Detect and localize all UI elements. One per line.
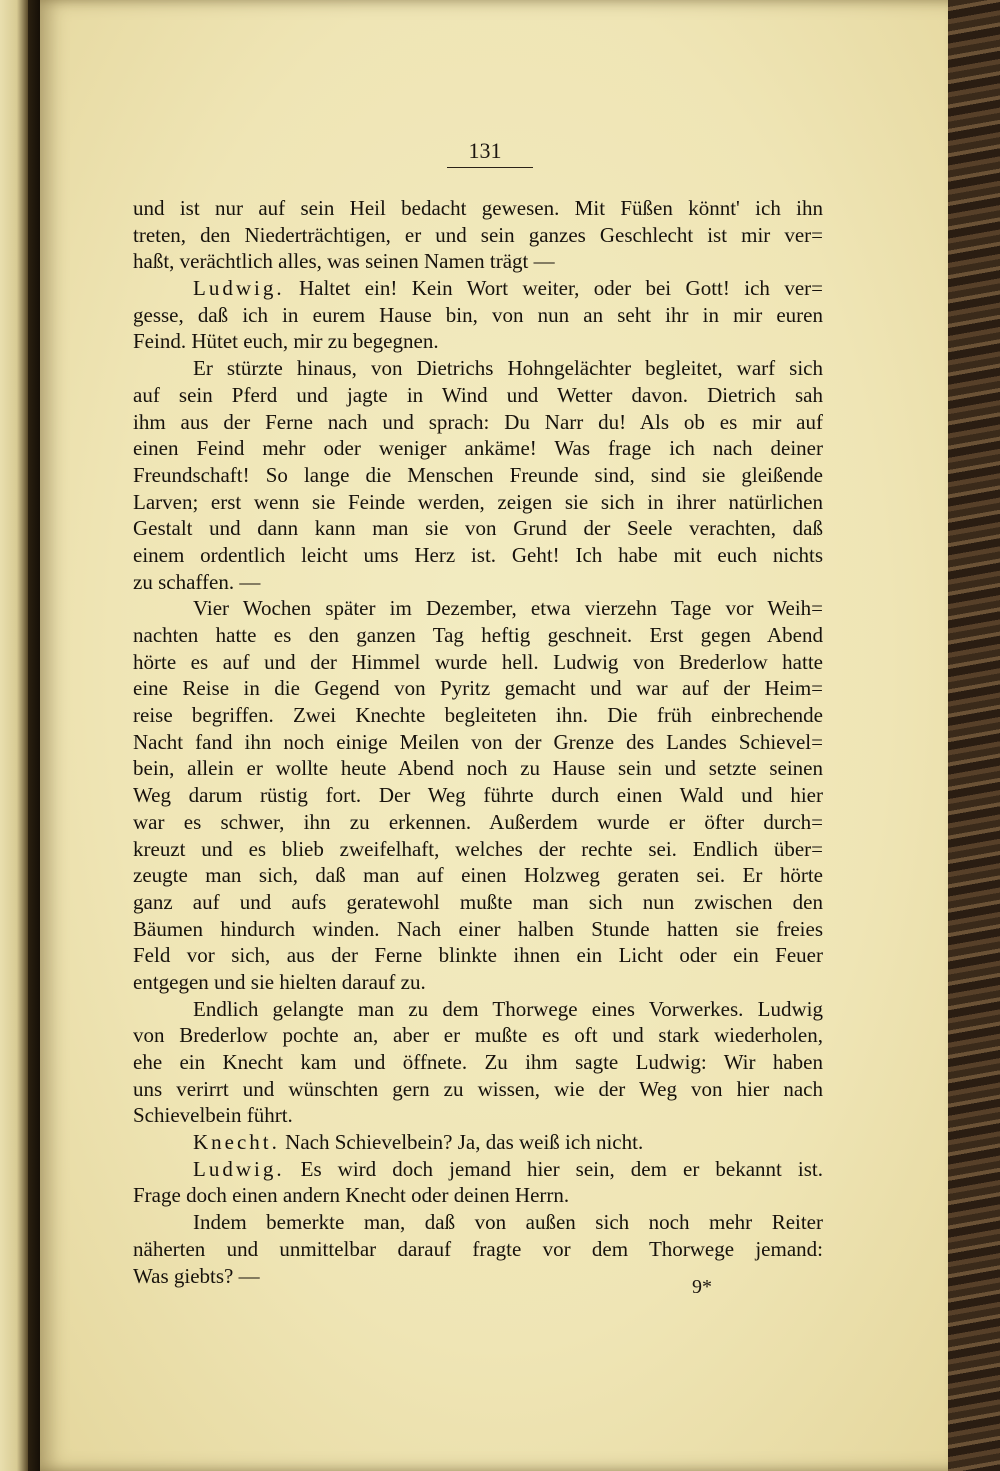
text-line	[133, 969, 823, 996]
text-line	[133, 916, 823, 943]
line-text: näherten und unmittelbar darauf fragte vor dem Thorwege jemand:	[133, 1236, 823, 1261]
line-text: Er stürzte hinaus, von Dietrichs Hohngelächter begleitet, warf sich	[193, 356, 823, 381]
line-text: Nacht fand ihn noch einige Meilen von der Grenze des Landes Schievel=	[133, 729, 823, 754]
line-text: Vier Wochen später im Dezember, etwa vierzehn Tage vor Weih=	[193, 596, 823, 621]
text-line	[133, 275, 823, 302]
line-text: ihm aus der Ferne nach und sprach: Du Narr du! Als ob es mir auf	[133, 409, 823, 434]
line-text: zu schaffen. —	[133, 569, 261, 594]
text-line	[133, 515, 823, 542]
speaker-name: Knecht.	[193, 1130, 280, 1155]
line-text: eine Reise in die Gegend von Pyritz gemacht und war auf der Heim=	[133, 676, 823, 701]
text-line	[133, 302, 823, 329]
text-line	[133, 782, 823, 809]
line-text: von Brederlow pochte an, aber er mußte es oft und stark wiederholen,	[133, 1023, 823, 1048]
line-text: Endlich gelangte man zu dem Thorwege eines Vorwerkes. Ludwig	[193, 996, 823, 1021]
text-line	[133, 569, 823, 596]
text-line	[133, 622, 823, 649]
line-text: hörte es auf und der Himmel wurde hell. Ludwig von Brederlow hatte	[133, 649, 823, 674]
text-line	[133, 489, 823, 516]
text-line	[133, 462, 823, 489]
line-text: Haltet ein! Kein Wort weiter, oder bei Gott! ich ver=	[284, 276, 823, 301]
line-text: einen Feind mehr oder weniger ankäme! Was frage ich nach deiner	[133, 436, 823, 461]
line-text: Frage doch einen andern Knecht oder deinen Herrn.	[133, 1183, 570, 1208]
text-line	[133, 409, 823, 436]
line-text: Weg darum rüstig fort. Der Weg führte durch einen Wald und hier	[133, 783, 823, 808]
page-number: 131	[468, 138, 502, 163]
line-text: nachten hatte es den ganzen Tag heftig geschneit. Erst gegen Abend	[133, 623, 823, 647]
text-line	[133, 355, 823, 382]
text-line	[133, 809, 823, 836]
line-text: Indem bemerkte man, daß von außen sich noch mehr Reiter	[193, 1210, 823, 1235]
text-line	[133, 649, 823, 676]
book-cover-edge	[948, 0, 1000, 1471]
speaker-name: Ludwig.	[193, 1156, 285, 1181]
text-line	[133, 435, 823, 462]
line-text: ganz auf und aufs geratewohl mußte man sich nun zwischen den	[133, 889, 823, 914]
text-line	[133, 248, 823, 275]
text-line	[133, 862, 823, 889]
text-line	[133, 382, 823, 409]
line-text: einem ordentlich leicht ums Herz ist. Geht! Ich habe mit euch nichts	[133, 542, 823, 567]
line-text: Feld vor sich, aus der Ferne blinkte ihnen ein Licht oder ein Feuer	[133, 943, 823, 968]
line-text: zeugte man sich, daß man auf einen Holzweg geraten sei. Er hörte	[133, 863, 823, 888]
header-rule	[447, 167, 533, 168]
text-line	[133, 195, 823, 222]
text-line	[133, 1049, 823, 1076]
text-line	[133, 1102, 823, 1129]
line-text: Bäumen hindurch winden. Nach einer halben Stunde hatten sie freies	[133, 916, 823, 941]
text-line	[133, 889, 823, 916]
line-text: Schievelbein führt.	[133, 1103, 293, 1128]
line-text: treten, den Niederträchtigen, er und sein ganzes Geschlecht ist mir ver=	[133, 222, 823, 247]
text-line	[133, 755, 823, 782]
text-line	[133, 942, 823, 969]
line-text: kreuzt und es blieb zweifelhaft, welches der rechte sei. Endlich über=	[133, 836, 823, 861]
text-line	[133, 996, 823, 1023]
line-text: bein, allein er wollte heute Abend noch zu Hause sein und setzte seinen	[133, 756, 823, 781]
line-text: reise begriffen. Zwei Knechte begleiteten ihn. Die früh einbrechende	[133, 703, 823, 728]
line-text: entgegen und sie hielten darauf zu.	[133, 969, 426, 994]
line-text: war es schwer, ihn zu erkennen. Außerdem wurde er öfter durch=	[133, 809, 823, 834]
text-line	[133, 1129, 823, 1156]
line-text: Gestalt und dann kann man sie von Grund der Seele verachten, daß	[133, 516, 823, 541]
facing-page-edge	[0, 0, 28, 1471]
speaker-name: Ludwig.	[193, 276, 285, 301]
line-text: uns verirrt und wünschten gern zu wissen, wie der Weg von hier nach	[133, 1076, 823, 1101]
line-text: ehe ein Knecht kam und öffnete. Zu ihm sagte Ludwig: Wir haben	[133, 1050, 823, 1074]
text-line	[133, 1263, 823, 1290]
text-line	[133, 1156, 823, 1183]
text-line	[133, 595, 823, 622]
text-line	[133, 1076, 823, 1103]
line-text: haßt, verächtlich alles, was seinen Namen trägt —	[133, 249, 555, 274]
line-text: auf sein Pferd und jagte in Wind und Wetter davon. Dietrich sah	[133, 382, 823, 407]
line-text: Freundschaft! So lange die Menschen Freunde sind, sind sie gleißende	[133, 462, 823, 487]
signature-mark: 9*	[692, 1276, 712, 1298]
text-line	[133, 675, 823, 702]
line-text: gesse, daß ich in eurem Hause bin, von nun an seht ihr in mir euren	[133, 302, 823, 327]
line-text: Nach Schievelbein? Ja, das weiß ich nicht.	[279, 1130, 644, 1155]
text-line	[133, 1209, 823, 1236]
book-page	[40, 0, 960, 1471]
text-line	[133, 1022, 823, 1049]
body-text	[133, 195, 823, 1289]
line-text: Larven; erst wenn sie Feinde werden, zeigen sie sich in ihrer natürlichen	[133, 489, 823, 514]
text-line	[133, 222, 823, 249]
text-line	[133, 1236, 823, 1263]
text-line	[133, 836, 823, 863]
text-line	[133, 1182, 823, 1209]
line-text: und ist nur auf sein Heil bedacht gewesen. Mit Füßen könnt' ich ihn	[133, 196, 823, 220]
line-text: Es wird doch jemand hier sein, dem er bekannt ist.	[284, 1156, 823, 1181]
text-line	[133, 729, 823, 756]
line-text: Was giebts? —	[133, 1263, 260, 1288]
text-line	[133, 542, 823, 569]
text-line	[133, 328, 823, 355]
line-text: Feind. Hütet euch, mir zu begegnen.	[133, 329, 439, 354]
text-line	[133, 702, 823, 729]
